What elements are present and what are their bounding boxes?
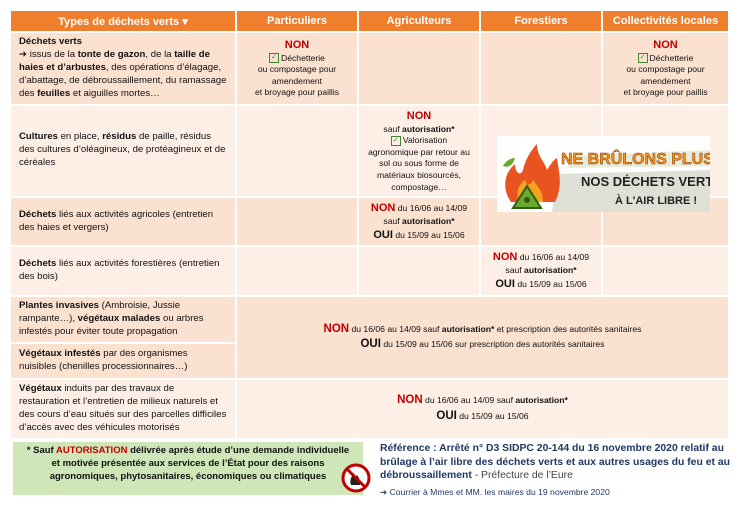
authorization-footnote: * Sauf AUTORISATION délivrée après étude d’une demande individuelle et motivée présentée aux services de l’État pour des raisons agronomiques, phytosanitaires, économiques ou climatiques	[13, 442, 363, 495]
row1-type: Déchets verts ➔ issus de la tonte de gazon, de la taille de haies et d’arbustes, des opérations d’élagage, d’abattage, de débroussaillement, du ramassage des feuilles et aiguilles mortes…	[10, 32, 236, 105]
row1-collectivites: NON ✓ Déchetterie ou compostage pour amendement et broyage pour paillis	[602, 32, 729, 105]
table-row	[10, 379, 729, 439]
row2-agriculteurs: NON sauf autorisation* ✓ Valorisation agronomique par retour au sol ou sous forme de matériaux biosourcés, compostage…	[358, 105, 480, 197]
waste-rules-table	[9, 9, 730, 440]
row1-particuliers: NON ✓ Déchetterie ou compostage pour amendement et broyage pour paillis	[236, 32, 358, 105]
table-row	[10, 32, 729, 105]
fire-illustration	[497, 136, 710, 212]
checkbox-icon: ✓	[269, 53, 279, 63]
campaign-banner	[497, 136, 710, 212]
header-forestiers: Forestiers	[480, 10, 602, 32]
row7-type: Végétaux induits par des travaux de restauration et l’entretien de milieux naturels et des cours d’eau situés sur des parcelles difficiles d’accès avec des véhicules motorisés	[10, 379, 236, 439]
row4-type: Déchets liés aux activités forestières (entretien des bois)	[10, 246, 236, 295]
header-particuliers: Particuliers	[236, 10, 358, 32]
arrow-right-icon: ➔	[19, 48, 28, 60]
reference-text: Référence : Arrêté n° D3 SIDPC 20-144 du 16 novembre 2020 relatif au brûlage à l’air libre des déchets verts et aux autres usages du feu et au débroussaillement - Préfecture de l’Eure	[380, 443, 730, 482]
sort-down-icon[interactable]: ▾	[182, 15, 188, 28]
header-type[interactable]: Types de déchets verts ▾	[10, 10, 236, 32]
row5-all-categories: NON du 16/06 au 14/09 sauf autorisation* et prescription des autorités sanitaires OUI du 15/09 au 15/06 sur prescription des autorités sanitaires	[236, 296, 729, 379]
row5-type: Plantes invasives (Ambroisie, Jussie rampante…), végétaux malades ou arbres infestés pour éviter toute propagation	[10, 296, 236, 343]
checkbox-icon: ✓	[638, 53, 648, 63]
arrow-right-icon: ➔	[380, 487, 388, 497]
row2-type: Cultures en place, résidus de paille, résidus des cultures d’oléagineux, de protéagineux et de céréales	[10, 105, 236, 197]
courrier-reference: ➔ Courrier à Mmes et MM. les maires du 19 novembre 2020	[380, 487, 610, 497]
row3-type: Déchets liés aux activités agricoles (entretien des haies et vergers)	[10, 197, 236, 246]
row3-agriculteurs: NON du 16/06 au 14/09 sauf autorisation* OUI du 15/09 au 15/06	[358, 197, 480, 246]
banner-line1: NE BRÛLONS PLUS	[561, 151, 710, 168]
header-agriculteurs: Agriculteurs	[358, 10, 480, 32]
row6-type: Végétaux infestés par des organismes nuisibles (chenilles processionnaires…)	[10, 343, 236, 379]
table-row	[10, 246, 729, 295]
banner-line2: NOS DÉCHETS VERTS	[581, 174, 710, 189]
header-collectivites: Collectivités locales	[602, 10, 729, 32]
table-row	[10, 296, 729, 343]
no-fire-icon	[341, 463, 371, 493]
row7-all-categories: NON du 16/06 au 14/09 sauf autorisation* OUI du 15/09 au 15/06	[236, 379, 729, 439]
checkbox-icon: ✓	[391, 136, 401, 146]
row4-forestiers: NON du 16/06 au 14/09 sauf autorisation* OUI du 15/09 au 15/06	[480, 246, 602, 295]
banner-line3: À L'AIR LIBRE !	[615, 195, 698, 207]
